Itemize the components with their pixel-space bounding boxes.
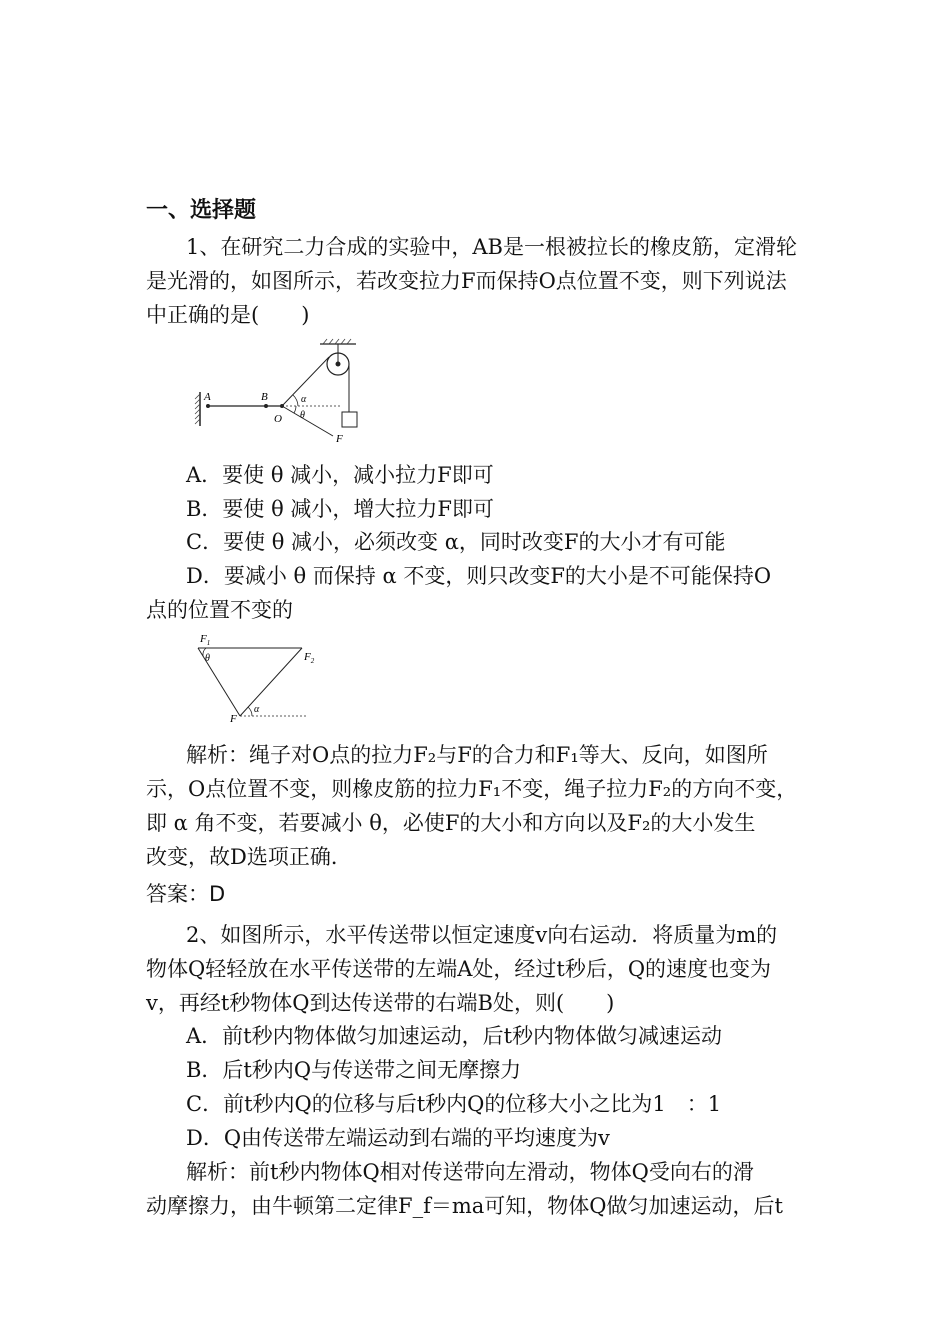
q1-fig2-label-f: F <box>230 713 237 725</box>
q1-stem-line-1: 1、在研究二力合成的实验中，AB是一根被拉长的橡皮筋，定滑轮 <box>186 235 797 259</box>
q1-label-f: F <box>336 433 343 445</box>
q1-label-b: B <box>261 391 268 403</box>
q1-option-a: A．要使 θ 减小，减小拉力F即可 <box>186 463 494 487</box>
q1-analysis-line-2: 示，O点位置不变，则橡皮筋的拉力F₁不变，绳子拉力F₂的方向不变， <box>146 777 798 801</box>
q1-stem-line-3: 中正确的是( ) <box>146 303 310 327</box>
q1-option-c: C．要使 θ 减小，必须改变 α，同时改变F的大小才有可能 <box>186 530 726 554</box>
q1-figure-pulley <box>190 336 380 446</box>
q1-fig2-label-alpha: α <box>254 704 260 715</box>
q2-stem-line-1: 2、如图所示，水平传送带以恒定速度v向右运动．将质量为m的 <box>186 923 778 947</box>
q1-label-alpha: α <box>301 394 307 405</box>
q2-stem-line-3: v，再经t秒物体Q到达传送带的右端B处，则( ) <box>146 991 615 1015</box>
q1-label-a: A <box>204 391 211 403</box>
q1-stem-line-2: 是光滑的，如图所示，若改变拉力F而保持O点位置不变，则下列说法 <box>146 269 787 293</box>
q2-stem-line-2: 物体Q轻轻放在水平传送带的左端A处，经过t秒后，Q的速度也变为 <box>146 957 772 981</box>
q2-analysis-line-1: 解析：前t秒内物体Q相对传送带向左滑动，物体Q受向右的滑 <box>186 1160 754 1184</box>
q1-option-b: B．要使 θ 减小，增大拉力F即可 <box>186 497 494 521</box>
q1-analysis-line-1: 解析：绳子对O点的拉力F₂与F的合力和F₁等大、反向，如图所 <box>186 743 768 767</box>
q1-option-d-cont: 点的位置不变的 <box>146 598 293 622</box>
q1-analysis-line-4: 改变，故D选项正确． <box>146 845 352 869</box>
q1-fig2-label-theta: θ <box>205 653 210 664</box>
q2-analysis-line-2: 动摩擦力，由牛顿第二定律F_f＝ma可知，物体Q做匀加速运动，后t <box>146 1194 783 1218</box>
q2-option-d: D．Q由传送带左端运动到右端的平均速度为v <box>186 1126 610 1150</box>
q1-option-d: D．要减小 θ 而保持 α 不变，则只改变F的大小是不可能保持O <box>186 564 772 588</box>
q1-answer: 答案：D <box>146 882 226 906</box>
q2-option-a: A．前t秒内物体做匀加速运动，后t秒内物体做匀减速运动 <box>186 1024 723 1048</box>
q1-label-o: O <box>274 413 282 425</box>
q1-analysis-line-3: 即 α 角不变，若要减小 θ，必使F的大小和方向以及F₂的大小发生 <box>146 811 756 835</box>
q2-option-c: C．前t秒内Q的位移与后t秒内Q的位移大小之比为1 ：1 <box>186 1092 722 1116</box>
q2-option-b: B．后t秒内Q与传送带之间无摩擦力 <box>186 1058 522 1082</box>
q1-fig2-label-f1: $F_1$ <box>200 633 211 647</box>
section-title: 一、选择题 <box>146 198 257 223</box>
q1-label-theta: θ <box>300 410 305 421</box>
q1-figure-force-triangle <box>192 630 322 725</box>
q1-fig2-label-f2: $F_2$ <box>304 651 315 665</box>
